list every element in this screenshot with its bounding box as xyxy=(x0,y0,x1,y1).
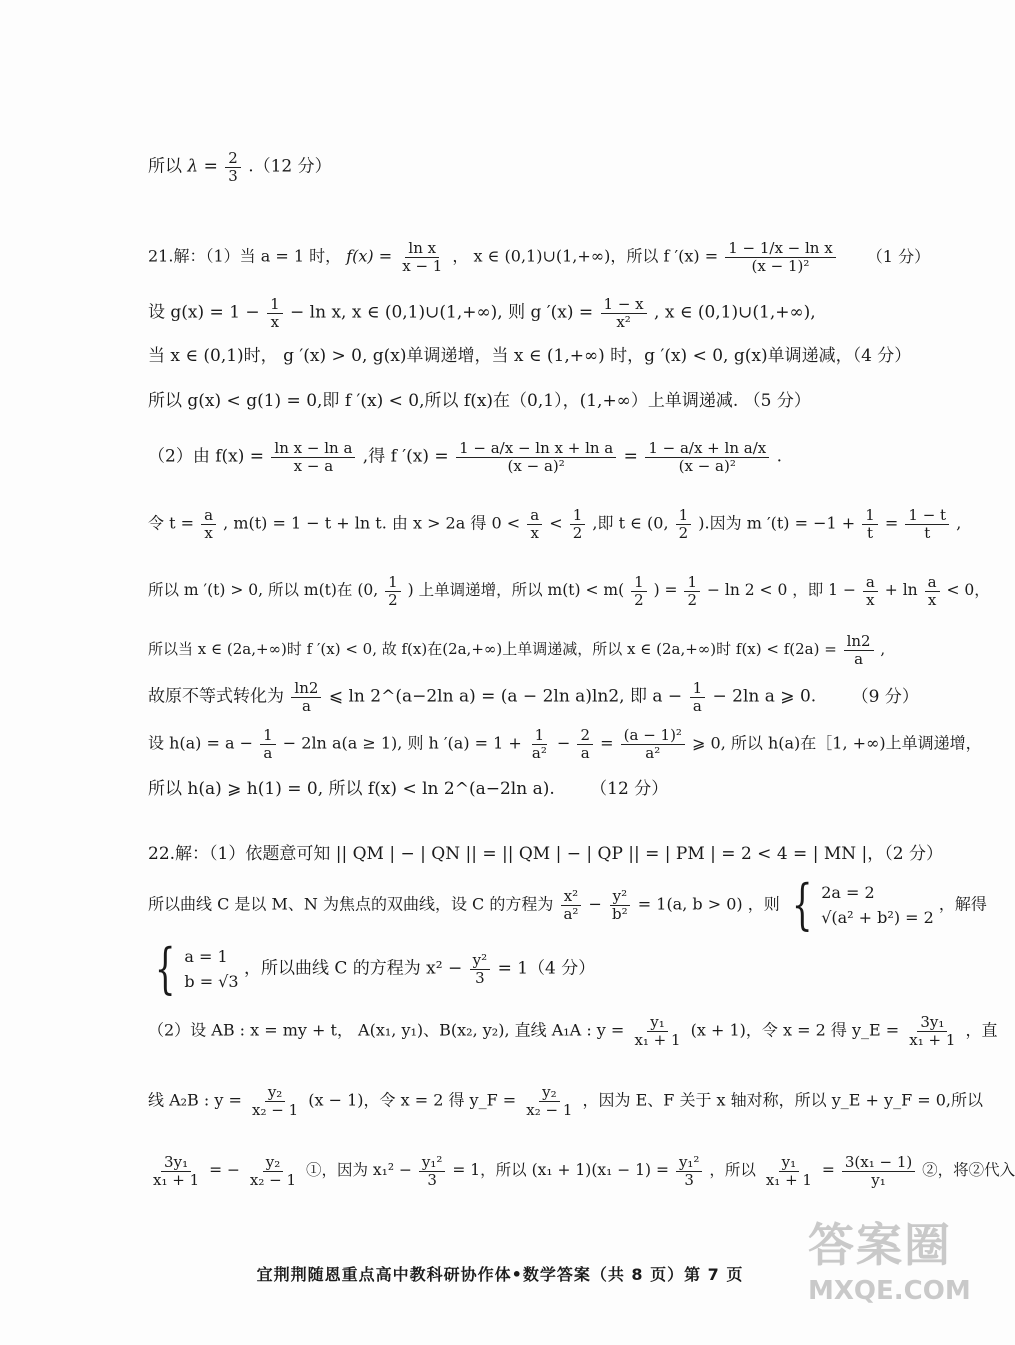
fraction xyxy=(399,240,445,274)
text: ⩽ ln 2^(a−2ln a) = (a − 2ln a)ln2, 即 a − xyxy=(328,686,683,707)
frac-num: 1 xyxy=(532,727,548,745)
frac-num: ln2 xyxy=(844,633,874,651)
text: − ln 2 < 0 ，即 1 − xyxy=(706,581,856,599)
text: , m(t) = 1 − t + ln t. 由 x > 2a 得 0 < xyxy=(223,513,521,533)
frac-den: x₂ − 1 xyxy=(249,1170,297,1189)
frac-den: 3 xyxy=(684,1170,694,1189)
q22-part2-line xyxy=(148,1013,998,1049)
frac-den: b² xyxy=(612,904,628,923)
text: 2a = 2 xyxy=(821,882,875,902)
text: （2）设 AB : x = my + t， A(x₁, y₁)、B(x₂, y₂), 直线 A₁A : y = xyxy=(148,1020,625,1040)
frac-den: y₁ xyxy=(871,1170,886,1189)
watermark xyxy=(808,1218,978,1332)
text: ).因为 m ′(t) = −1 + xyxy=(698,513,856,533)
text: − 2ln a(a ≥ 1), 则 h ′(a) = 1 + xyxy=(282,733,522,753)
q21-part2 xyxy=(148,440,860,474)
frac-num: 2 xyxy=(225,150,241,168)
frac-den: x xyxy=(927,590,937,609)
frac-num: y₁ xyxy=(779,1154,800,1172)
frac-num: ln x xyxy=(405,240,439,258)
equation-system xyxy=(148,937,239,1000)
frac-num: y₂ xyxy=(265,1084,286,1102)
frac-num: 1 xyxy=(676,507,692,525)
text: (x + 1)，令 x = 2 得 y_E = xyxy=(690,1020,900,1040)
frac-num: 1 xyxy=(684,574,700,592)
text: 设 g(x) = 1 − xyxy=(148,302,260,323)
q22-sol-line xyxy=(148,937,860,1000)
q21-h-line xyxy=(148,726,982,762)
text: 令 t = xyxy=(148,513,195,533)
text: − xyxy=(556,733,571,753)
fraction xyxy=(529,727,550,761)
frac-den: x₁ + 1 xyxy=(765,1170,812,1189)
text: (x − 1)，令 x = 2 得 y_F = xyxy=(308,1090,517,1110)
fraction xyxy=(247,1154,299,1188)
fraction xyxy=(676,507,692,541)
fraction xyxy=(523,1084,575,1118)
frac-num: a xyxy=(527,507,542,525)
frac-den: 2 xyxy=(634,590,644,609)
frac-num: 2 xyxy=(577,727,593,745)
frac-num: 1 xyxy=(267,296,283,314)
fraction xyxy=(862,507,878,541)
text: ②，将②代入 xyxy=(922,1161,1015,1179)
frac-den: x xyxy=(204,523,213,542)
q21-m-line xyxy=(148,573,990,609)
fraction xyxy=(249,1084,301,1118)
fraction xyxy=(456,440,616,474)
text: f(x) = xyxy=(346,246,393,266)
frac-den: t xyxy=(924,523,931,542)
score: （12 分） xyxy=(590,779,669,799)
text: ，解得 xyxy=(938,894,987,914)
frac-num: a xyxy=(863,574,878,592)
fraction xyxy=(763,1154,815,1188)
frac-den: x² xyxy=(616,312,631,331)
frac-num: a xyxy=(201,507,216,525)
text: 线 A₂B : y = xyxy=(148,1090,242,1110)
frac-num: 1 − a/x − ln x + ln a xyxy=(456,440,616,458)
frac-num: 1 − t xyxy=(905,507,949,525)
text: 所以当 x ∈ (2a,+∞)时 f ′(x) < 0, 故 f(x)在(2a,+∞)上单调递减，所以 x ∈ (2a,+∞)时 f(x) < f(2a) = xyxy=(148,640,837,658)
brace-icon: { xyxy=(154,937,176,1000)
text: a = 1 xyxy=(184,946,228,966)
frac-den: x xyxy=(530,523,539,542)
frac-den: (x − a)² xyxy=(507,456,565,475)
frac-num: y₁² xyxy=(419,1154,446,1172)
equation-system xyxy=(785,873,934,936)
frac-den: t xyxy=(867,523,874,542)
frac-den: a xyxy=(301,696,311,715)
frac-den: 2 xyxy=(572,523,583,542)
text: = xyxy=(821,1161,835,1179)
q22-a2b-line xyxy=(148,1083,984,1119)
fraction xyxy=(150,1154,202,1188)
fraction xyxy=(225,150,241,184)
frac-den: x₁ + 1 xyxy=(153,1170,200,1189)
text: . xyxy=(776,446,783,467)
fraction xyxy=(560,888,581,922)
text: (0, xyxy=(357,581,379,599)
frac-den: x₂ − 1 xyxy=(526,1100,573,1119)
text: ) = xyxy=(653,581,678,599)
frac-den: a² xyxy=(645,743,661,762)
frac-den: x − a xyxy=(293,456,334,475)
frac-den: x − 1 xyxy=(402,256,443,275)
frac-den: a xyxy=(263,743,273,762)
frac-num: ln2 xyxy=(291,680,321,698)
q22-head: 22.解：（1）依题意可知 || QM | − | QN || = || QM | − | QP || = | PM | = 2 < 4 = | MN |，（2 分） xyxy=(148,844,943,864)
text: ⩾ 0, 所以 h(a)在［1, +∞)上单调递增， xyxy=(692,733,982,753)
text: , x ∈ (0,1)∪(1,+∞), xyxy=(654,302,816,323)
frac-den: (x − 1)² xyxy=(751,256,810,275)
text: = 1(a, b > 0) ，则 xyxy=(637,894,780,914)
fraction xyxy=(842,1154,915,1188)
fraction xyxy=(645,440,769,474)
text: 上单调递增，所以 m(t) < m( xyxy=(418,581,625,599)
fraction xyxy=(527,507,542,541)
q21-mono: 当 x ∈ (0,1)时， g ′(x) > 0, g(x)单调递增，当 x ∈ (1,+∞) 时，g ′(x) < 0, g(x)单调递减，（4 分） xyxy=(148,346,912,366)
fraction xyxy=(260,727,276,761)
q21-g-line xyxy=(148,296,860,330)
text: = 1，所以 (x₁ + 1)(x₁ − 1) = xyxy=(452,1161,669,1179)
text: 设 h(a) = a − xyxy=(148,733,254,753)
frac-num: 1 − 1/x − ln x xyxy=(725,240,836,258)
frac-num: 1 xyxy=(862,507,878,525)
fraction xyxy=(609,888,631,922)
frac-den: x xyxy=(270,312,280,331)
text: .（12 分） xyxy=(248,156,332,177)
text: ，所以曲线 C 的方程为 x² − xyxy=(243,958,463,979)
frac-num: 3y₁ xyxy=(917,1014,947,1032)
frac-num: y² xyxy=(610,888,631,906)
text: ,得 f ′(x) = xyxy=(362,446,449,467)
text: = xyxy=(623,446,638,467)
fraction xyxy=(385,574,401,608)
frac-den: x₁ + 1 xyxy=(909,1030,956,1049)
frac-num: ln x − ln a xyxy=(271,440,355,458)
fraction xyxy=(725,240,836,274)
text: 所以 xyxy=(148,156,182,177)
frac-num: 1 xyxy=(570,507,586,525)
frac-den: 3 xyxy=(475,968,485,987)
frac-den: 2 xyxy=(687,590,698,609)
fraction xyxy=(676,1154,703,1188)
frac-den: a xyxy=(692,696,702,715)
frac-den: a xyxy=(580,743,590,762)
q21-f2a-line xyxy=(148,632,886,668)
q22-hyp-line xyxy=(148,873,987,936)
frac-num: y₂ xyxy=(539,1084,560,1102)
fraction xyxy=(271,440,355,474)
frac-den: 3 xyxy=(427,1170,437,1189)
text: ，因为 E、F 关于 x 轴对称，所以 y_E + y_F = 0,所以 xyxy=(582,1090,984,1110)
text: < xyxy=(549,513,563,533)
frac-num: x² xyxy=(561,888,581,906)
q21-head xyxy=(148,239,931,275)
frac-num: a xyxy=(925,574,940,592)
q21-final xyxy=(148,779,860,799)
frac-num: 3(x₁ − 1) xyxy=(842,1154,915,1172)
frac-den: 2 xyxy=(388,590,398,609)
text: − xyxy=(588,894,602,914)
frac-num: 1 xyxy=(385,574,401,592)
text: , xyxy=(956,513,962,533)
text: , xyxy=(880,640,886,658)
fraction xyxy=(601,296,647,330)
page-footer: 宜荆荆随恩重点高中教科研协作体•数学答案（共 8 页）第 7 页 xyxy=(256,1265,744,1284)
frac-num: 1 − x xyxy=(601,296,647,314)
text: < 0， xyxy=(946,581,990,599)
score: （9 分） xyxy=(851,686,919,707)
frac-num: 1 xyxy=(631,574,647,592)
text: λ = xyxy=(187,156,218,177)
frac-den: x xyxy=(866,590,875,609)
text: = − xyxy=(209,1161,240,1179)
text: = xyxy=(600,733,614,753)
text: （2）由 f(x) = xyxy=(148,446,265,467)
frac-num: y₂ xyxy=(263,1154,284,1172)
fraction xyxy=(631,1014,683,1048)
text: √(a² + b²) = 2 xyxy=(821,908,934,927)
frac-den: a² xyxy=(531,743,547,762)
text: ，所以 xyxy=(709,1161,756,1179)
fraction xyxy=(570,507,586,541)
frac-den: (x − a)² xyxy=(678,456,736,475)
frac-den: a xyxy=(854,649,864,668)
frac-num: y² xyxy=(470,952,491,970)
text: 所以曲线 C 是以 M、N 为焦点的双曲线，设 C 的方程为 xyxy=(148,894,554,914)
text: ， x ∈ (0,1)∪(1,+∞)，所以 f ′(x) = xyxy=(452,246,719,266)
frac-den: 2 xyxy=(678,523,689,542)
fraction xyxy=(690,680,706,714)
text: = 1（4 分） xyxy=(497,958,596,979)
fraction xyxy=(925,574,940,608)
text: ①，因为 x₁² − xyxy=(305,1161,412,1179)
fraction xyxy=(291,680,321,714)
frac-num: 1 − a/x + ln a/x xyxy=(645,440,769,458)
watermark-logo: 答案圈 xyxy=(808,1218,952,1272)
q22-eq-line xyxy=(148,1153,1015,1189)
q21-conc: 所以 g(x) < g(1) = 0,即 f ′(x) < 0,所以 f(x)在（0,1），(1,+∞）上单调递减. （5 分） xyxy=(148,391,811,411)
fraction xyxy=(201,507,216,541)
fraction xyxy=(267,296,283,330)
frac-num: (a − 1)² xyxy=(621,727,685,745)
frac-den: a² xyxy=(563,904,579,923)
frac-num: y₁² xyxy=(676,1154,703,1172)
text: = xyxy=(884,513,899,533)
text: ，直 xyxy=(965,1020,998,1040)
fraction xyxy=(905,507,949,541)
fraction xyxy=(577,727,593,761)
frac-den: x₂ − 1 xyxy=(252,1100,299,1119)
text: ) xyxy=(407,581,414,599)
fraction xyxy=(844,633,874,667)
text: − ln x, x ∈ (0,1)∪(1,+∞), 则 g ′(x) = xyxy=(290,302,594,323)
q21-t-line xyxy=(148,506,962,542)
score: （1 分） xyxy=(866,246,931,266)
text: ,即 t ∈ (0, xyxy=(592,513,669,533)
fraction xyxy=(470,952,491,986)
fraction xyxy=(863,574,878,608)
frac-num: 3y₁ xyxy=(161,1154,191,1172)
frac-num: 1 xyxy=(690,680,706,698)
watermark-url: MXQE.COM xyxy=(808,1276,971,1306)
frac-num: y₁ xyxy=(647,1014,668,1032)
frac-den: 3 xyxy=(228,166,238,185)
text: b = √3 xyxy=(184,972,239,991)
fraction xyxy=(684,574,700,608)
text: 故原不等式转化为 xyxy=(148,686,284,707)
fraction xyxy=(631,574,647,608)
line-lambda xyxy=(148,150,860,184)
fraction xyxy=(621,727,685,761)
text: 21.解：（1）当 a = 1 时， xyxy=(148,246,342,266)
frac-num: 1 xyxy=(260,727,276,745)
text: + ln xyxy=(884,581,918,599)
q21-ineq-line xyxy=(148,679,919,715)
frac-den: x₁ + 1 xyxy=(634,1030,681,1049)
text: − 2ln a ⩾ 0. xyxy=(712,686,817,707)
text: 所以 h(a) ⩾ h(1) = 0, 所以 f(x) < ln 2^(a−2ln a). xyxy=(148,779,555,799)
text: 所以 m ′(t) > 0, 所以 m(t)在 xyxy=(148,581,353,599)
brace-icon: { xyxy=(791,873,813,936)
fraction xyxy=(419,1154,446,1188)
fraction xyxy=(906,1014,958,1048)
